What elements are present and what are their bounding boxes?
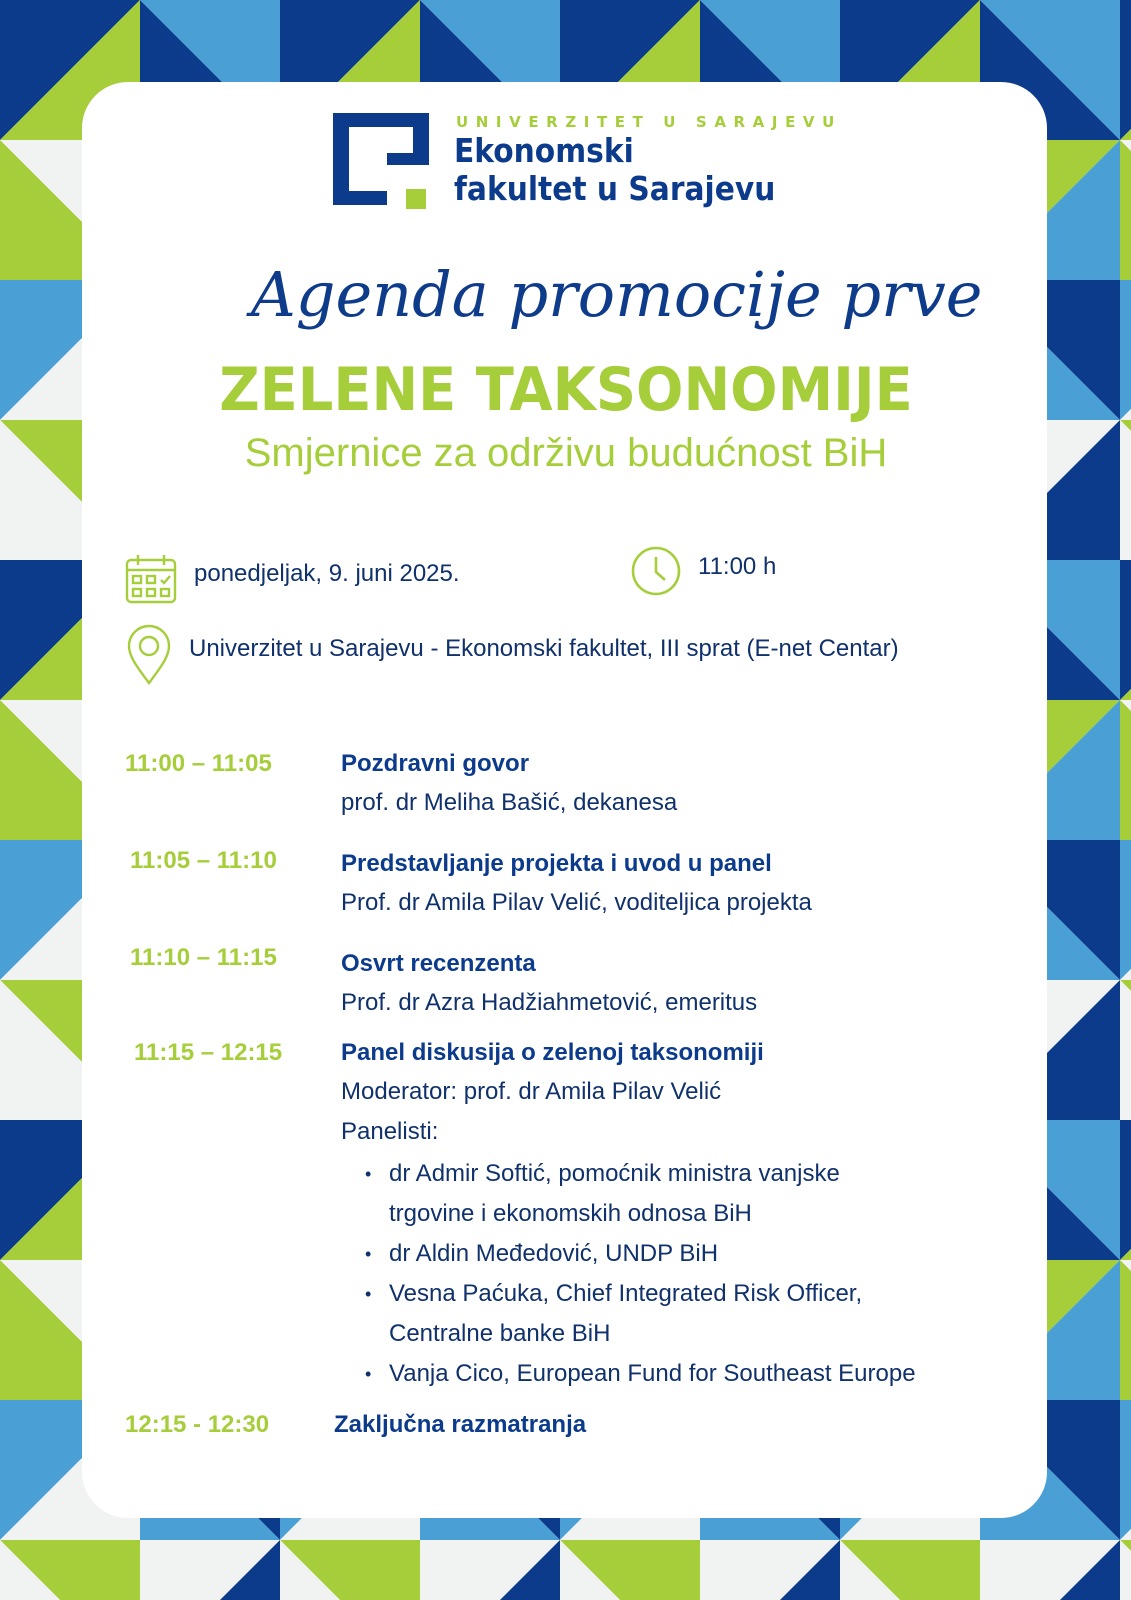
event-date: ponedjeljak, 9. juni 2025. — [194, 560, 460, 587]
faculty-name-line-2: fakultet u Sarajevu — [454, 169, 776, 208]
agenda-title-3: Osvrt recenzenta — [341, 950, 536, 977]
background-triangle — [1120, 1120, 1131, 1260]
background-triangle — [1120, 0, 1131, 140]
background-triangle — [1120, 700, 1131, 840]
faculty-name — [454, 132, 775, 208]
agenda-title-1: Pozdravni govor — [341, 750, 530, 777]
event-location: Univerzitet u Sarajevu - Ekonomski fakultet, III sprat (E-net Centar) — [189, 635, 899, 662]
agenda-time-2: 11:05 – 11:10 — [130, 847, 277, 874]
faculty-name-line-1: Ekonomski — [454, 131, 634, 170]
panelist-item — [365, 1274, 916, 1354]
subtitle: Smjernice za održivu budućnost BiH — [244, 431, 888, 475]
agenda-title-4: Panel diskusija o zelenoj taksonomiji — [341, 1039, 764, 1066]
panelist-text-continued: trgovine i ekonomskih odnosa BiH — [389, 1200, 752, 1227]
agenda-title-2: Predstavljanje projekta i uvod u panel — [341, 850, 772, 877]
background-triangle — [1120, 1400, 1131, 1540]
panelist-item — [365, 1234, 916, 1274]
agenda-title-5: Zaključna razmatranja — [334, 1411, 587, 1438]
faculty-logo-icon — [333, 113, 429, 211]
background-triangle — [1120, 1260, 1131, 1400]
agenda-speaker-2: Prof. dr Amila Pilav Velić, voditeljica projekta — [341, 889, 812, 916]
agenda-script-title: Agenda promocije prve — [251, 258, 983, 331]
panelist-list — [365, 1154, 916, 1394]
main-title: ZELENE TAKSONOMIJE — [219, 355, 913, 425]
agenda-speaker-1: prof. dr Meliha Bašić, dekanesa — [341, 789, 678, 816]
panelist-text-continued: Centralne banke BiH — [389, 1320, 611, 1347]
agenda-moderator: Moderator: prof. dr Amila Pilav Velić — [341, 1078, 722, 1105]
panelist-text: Vanja Cico, European Fund for Southeast Europe — [389, 1360, 916, 1387]
university-name: UNIVERZITET U SARAJEVU — [456, 113, 842, 131]
panelist-text: dr Admir Softić, pomoćnik ministra vanjske — [389, 1160, 840, 1187]
background-triangle — [1120, 280, 1131, 420]
background-triangle — [1120, 420, 1131, 560]
panelist-text: dr Aldin Međedović, UNDP BiH — [389, 1240, 719, 1267]
agenda-time-1: 11:00 – 11:05 — [125, 750, 272, 777]
agenda-panelists-label: Panelisti: — [341, 1118, 439, 1145]
panelist-item — [365, 1154, 916, 1234]
location-pin-icon — [126, 624, 172, 686]
event-time: 11:00 h — [698, 553, 777, 580]
clock-icon — [630, 545, 682, 597]
panelist-item — [365, 1354, 916, 1394]
agenda-time-4: 11:15 – 12:15 — [134, 1039, 283, 1066]
agenda-time-5: 12:15 - 12:30 — [125, 1411, 270, 1438]
background-triangle — [1120, 140, 1131, 280]
background-triangle — [1120, 560, 1131, 700]
panelist-text: Vesna Paćuka, Chief Integrated Risk Officer, — [389, 1280, 863, 1307]
calendar-icon — [124, 553, 178, 605]
agenda-time-3: 11:10 – 11:15 — [130, 944, 277, 971]
background-triangle — [1120, 840, 1131, 980]
background-triangle — [1120, 980, 1131, 1120]
agenda-speaker-3: Prof. dr Azra Hadžiahmetović, emeritus — [341, 989, 758, 1016]
